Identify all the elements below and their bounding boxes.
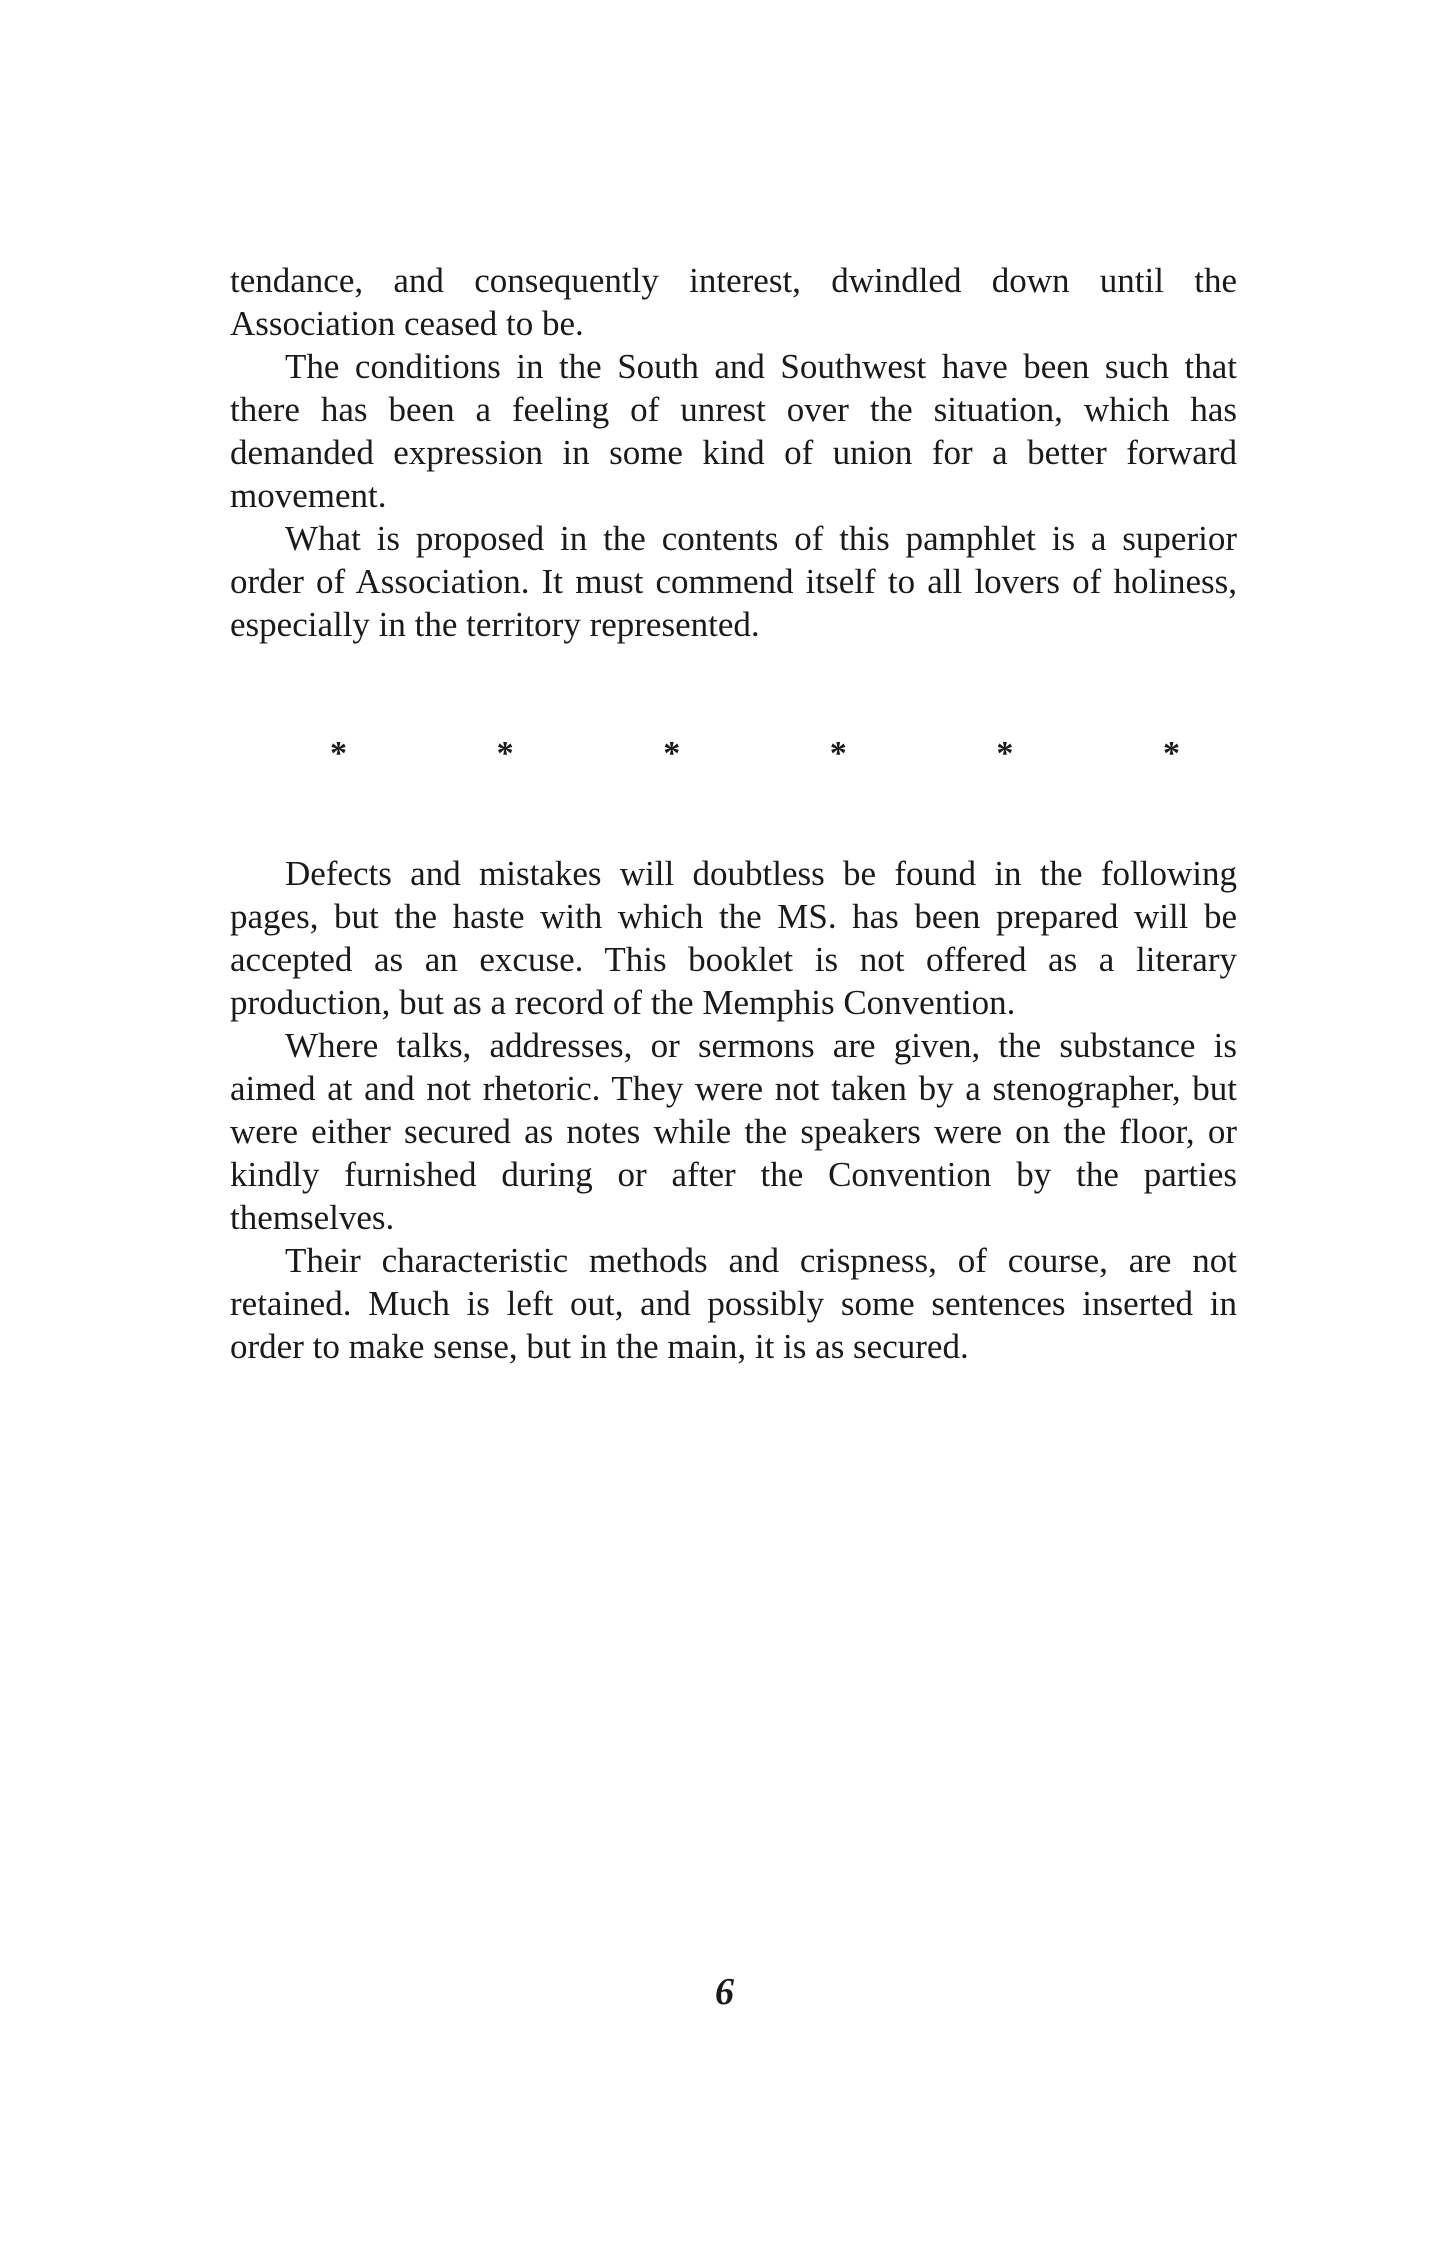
asterisk: * xyxy=(829,735,847,772)
paragraph: Their characteristic methods and crispness, of course, are not retained. Much is left out, and possibly some sentences inserted in order to make sense, but in the main, it is as secured. xyxy=(230,1241,1237,1366)
paragraph: What is proposed in the contents of this pamphlet is a superior order of Association. It must commend itself to all lovers of holiness, especially in the territory represented. xyxy=(230,519,1237,644)
paragraph: The conditions in the South and Southwest have been such that there has been a feeling of unrest over the situation, which has demanded expression in some kind of union for a better forward movement. xyxy=(230,347,1237,515)
asterisk: * xyxy=(663,735,681,772)
paragraph: Defects and mistakes will doubtless be found in the following pages, but the haste with which the MS. has been prepared will be accepted as an excuse. This booklet is not offered as a literary production, but as a record of the Memphis Convention. xyxy=(230,854,1237,1022)
text-block-intro xyxy=(230,259,1237,646)
asterisk: * xyxy=(496,735,514,772)
asterisk: * xyxy=(1162,735,1180,772)
paragraph: tendance, and consequently interest, dwindled down until the Association ceased to be. xyxy=(230,261,1237,343)
asterisk: * xyxy=(996,735,1014,772)
paragraph: Where talks, addresses, or sermons are given, the substance is aimed at and not rhetoric. They were not taken by a stenographer, but were either secured as notes while the speakers were on the floor, or kindly furnished during or after the Convention by the parties themselves. xyxy=(230,1026,1237,1237)
section-separator xyxy=(330,735,1180,773)
text-block-preface xyxy=(230,852,1237,1368)
asterisk: * xyxy=(330,735,347,772)
page-number: 6 xyxy=(715,1971,734,2013)
